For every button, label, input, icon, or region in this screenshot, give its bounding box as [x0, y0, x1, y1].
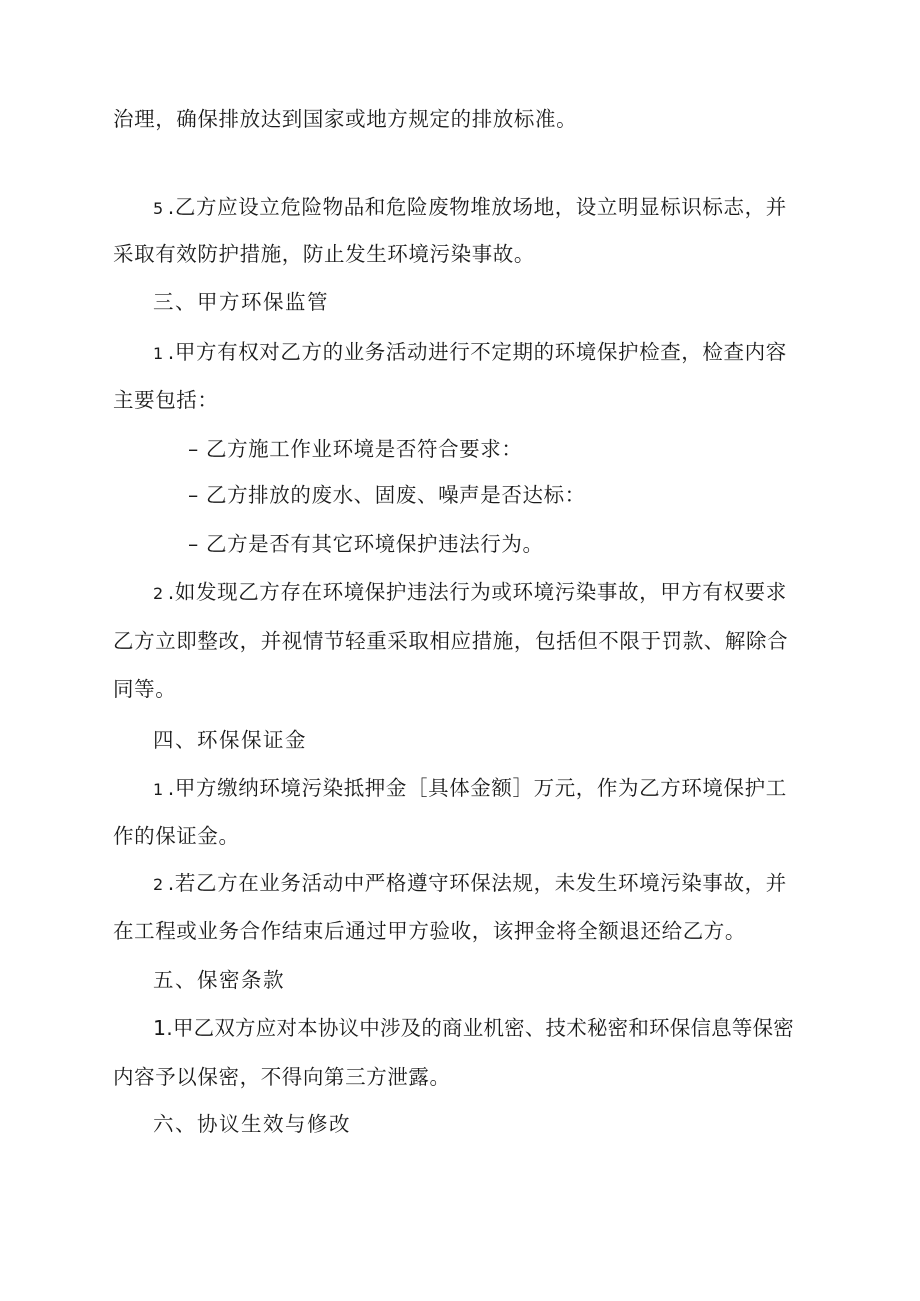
clause-line: 1 .甲方有权对乙方的业务活动进行不定期的环境保护检查，检查内容 — [153, 340, 787, 364]
paragraph-line: 治理，确保排放达到国家或地方规定的排放标准。 — [113, 107, 578, 131]
paragraph-line: 内容予以保密，不得向第三方泄露。 — [113, 1065, 451, 1089]
paragraph-line: 采取有效防护措施，防止发生环境污染事故。 — [113, 242, 535, 266]
clause-line: 1 .甲方缴纳环境污染抵押金［具体金额］万元，作为乙方环境保护工 — [153, 776, 787, 800]
clause-line: 2 .如发现乙方存在环境保护违法行为或环境污染事故，甲方有权要求 — [153, 580, 787, 604]
clause-line: 2 .若乙方在业务活动中严格遵守环保法规，未发生环境污染事故，并 — [153, 871, 787, 895]
clause-number: 1 — [153, 344, 164, 363]
list-item: – 乙方排放的废水、固废、噪声是否达标： — [188, 483, 586, 507]
list-item: – 乙方施工作业环境是否符合要求： — [188, 437, 523, 461]
list-item: – 乙方是否有其它环境保护违法行为。 — [188, 532, 544, 556]
clause-line: 5 .乙方应设立危险物品和危险废物堆放场地，设立明显标识标志，并 — [153, 195, 787, 219]
paragraph-line: 作的保证金。 — [113, 824, 240, 848]
clause-number: 2 — [153, 875, 164, 894]
section-heading: 五、保密条款 — [153, 968, 285, 992]
section-heading: 三、甲方环保监管 — [153, 290, 329, 314]
paragraph-line: 乙方立即整改，并视情节轻重采取相应措施，包括但不限于罚款、解除合 — [113, 629, 789, 653]
clause-line: 1.甲乙双方应对本协议中涉及的商业机密、技术秘密和环保信息等保密 — [153, 1016, 794, 1040]
clause-number: 1 — [153, 780, 164, 799]
paragraph-line: 在工程或业务合作结束后通过甲方验收，该押金将全额退还给乙方。 — [113, 919, 746, 943]
section-heading: 四、环保保证金 — [153, 728, 307, 752]
clause-number: 5 — [153, 199, 164, 218]
clause-number: 2 — [153, 584, 164, 603]
section-heading: 六、协议生效与修改 — [153, 1112, 351, 1136]
paragraph-line: 同等。 — [113, 677, 177, 701]
paragraph-line: 主要包括： — [113, 388, 219, 412]
